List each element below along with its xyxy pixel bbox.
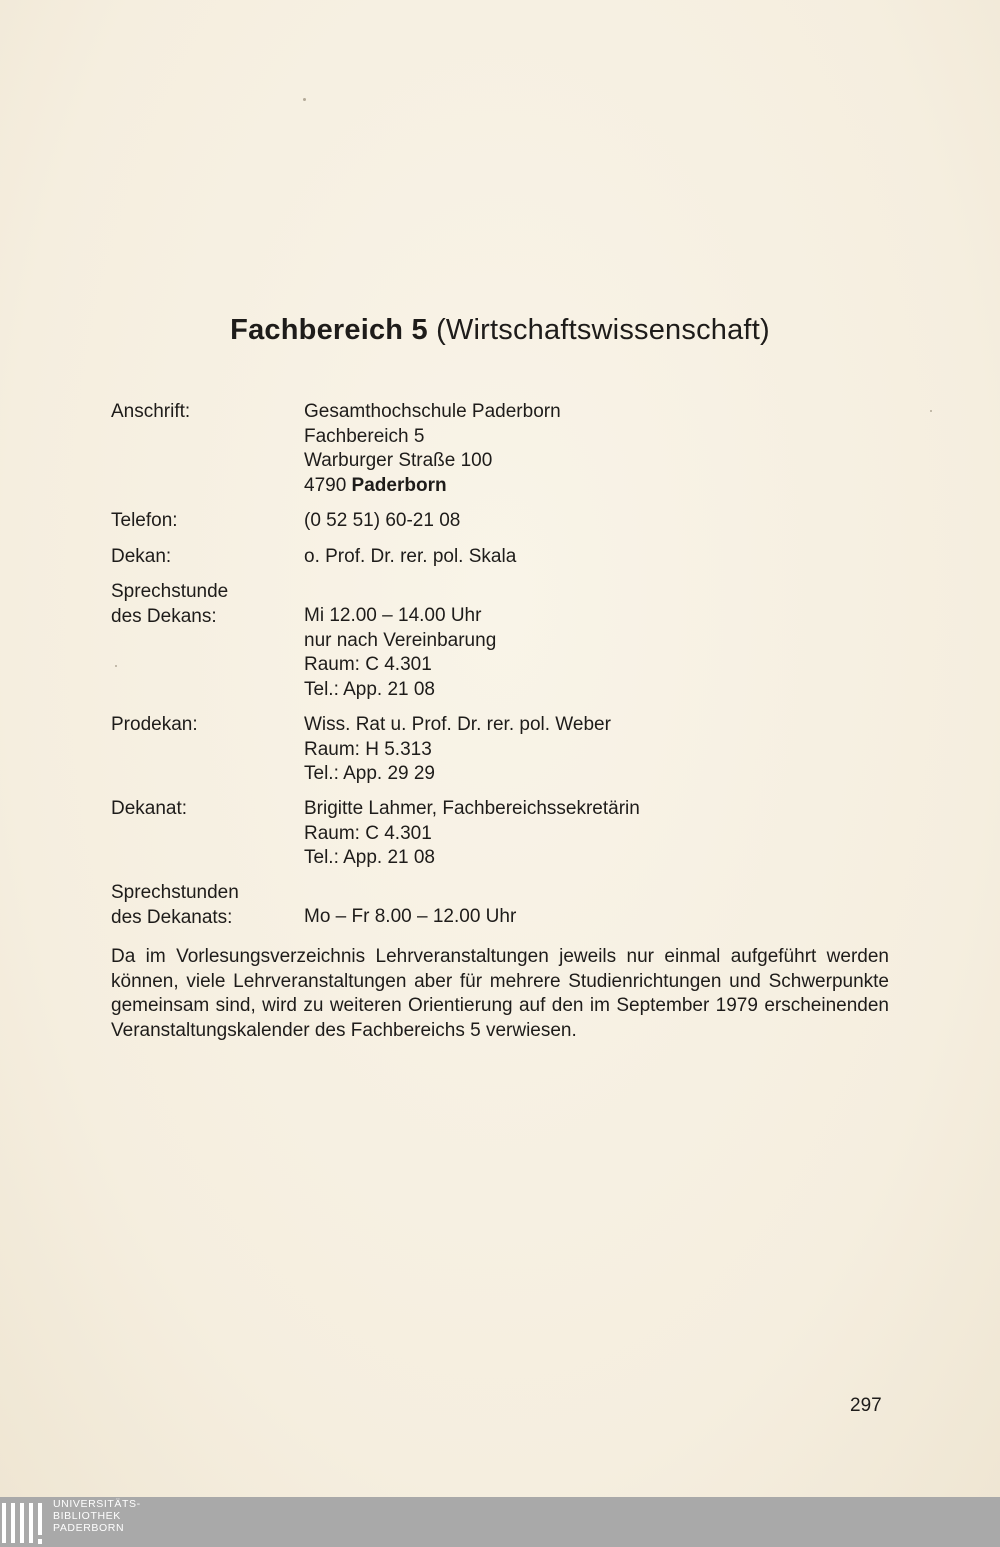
address-line: Fachbereich 5 bbox=[304, 425, 425, 447]
library-logo-text bbox=[53, 1498, 141, 1534]
postal-code: 4790 bbox=[304, 474, 352, 496]
label-line: Prodekan: bbox=[111, 714, 198, 735]
logo-line: UNIVERSITÄTS- bbox=[53, 1498, 141, 1510]
value-dekan bbox=[304, 545, 516, 570]
title-rest: (Wirtschaftswissenschaft) bbox=[436, 314, 770, 346]
label-dekan bbox=[111, 545, 171, 570]
address-line: Warburger Straße 100 bbox=[304, 450, 493, 471]
label-line: Dekanat: bbox=[111, 798, 188, 819]
office-hours-note: nur nach Vereinbarung bbox=[304, 629, 497, 651]
label-line: Telefon: bbox=[111, 510, 178, 531]
title-bold: Fachbereich 5 bbox=[230, 314, 428, 346]
label-line: Sprechstunde bbox=[111, 581, 229, 602]
extension: Tel.: App. 29 29 bbox=[304, 763, 435, 784]
value-dekanat bbox=[304, 797, 640, 871]
logo-line: BIBLIOTHEK bbox=[53, 1510, 121, 1522]
address-line: Gesamthochschule Paderborn bbox=[304, 401, 561, 422]
label-line: des Dekans: bbox=[111, 605, 217, 627]
address-city-line bbox=[304, 474, 561, 499]
label-dekanat bbox=[111, 797, 187, 822]
logo-line: PADERBORN bbox=[53, 1522, 125, 1534]
label-anschrift bbox=[111, 400, 190, 425]
label-line: Dekan: bbox=[111, 546, 172, 567]
room: Raum: H 5.313 bbox=[304, 738, 432, 760]
page-number: 297 bbox=[850, 1395, 882, 1416]
label-sprechstunden-dekanat bbox=[111, 881, 239, 930]
value-anschrift bbox=[304, 400, 561, 498]
paper-speck bbox=[930, 410, 932, 412]
room: Raum: C 4.301 bbox=[304, 654, 432, 675]
room: Raum: C 4.301 bbox=[304, 822, 432, 844]
city-name: Paderborn bbox=[351, 474, 447, 496]
office-hours: Mo – Fr 8.00 – 12.00 Uhr bbox=[304, 906, 517, 927]
body-paragraph: Da im Vorlesungsverzeichnis Lehrveranstaltungen jeweils nur einmal aufgeführt werden können, viele Lehrveranstaltungen aber für mehrere Studienrichtungen und Schwerpunkte gemeinsam sind, wird zu weiteren Orientierung auf den im September 1979 erscheinenden Veranstaltungskalender des Fachbereichs 5 verwiesen. bbox=[111, 946, 889, 1041]
value-sprechstunde-dekan bbox=[304, 604, 496, 702]
phone-number: (0 52 51) 60-21 08 bbox=[304, 510, 461, 531]
library-logo-icon bbox=[2, 1497, 48, 1547]
dean-name: o. Prof. Dr. rer. pol. Skala bbox=[304, 546, 517, 567]
label-line: des Dekanats: bbox=[111, 906, 233, 928]
label-prodekan bbox=[111, 713, 198, 738]
value-sprechstunden-dekanat bbox=[304, 905, 516, 930]
paper-speck bbox=[303, 98, 306, 101]
label-line: Sprechstunden bbox=[111, 882, 239, 903]
prodean-name: Wiss. Rat u. Prof. Dr. rer. pol. Weber bbox=[304, 714, 611, 735]
extension: Tel.: App. 21 08 bbox=[304, 847, 435, 868]
label-sprechstunde-dekan bbox=[111, 580, 228, 629]
office-hours: Mi 12.00 – 14.00 Uhr bbox=[304, 605, 482, 626]
value-prodekan bbox=[304, 713, 611, 787]
label-line: Anschrift: bbox=[111, 401, 191, 422]
label-telefon bbox=[111, 509, 178, 534]
library-footer bbox=[0, 1497, 1000, 1547]
value-telefon bbox=[304, 509, 460, 534]
paper-speck bbox=[115, 665, 117, 667]
extension: Tel.: App. 21 08 bbox=[304, 678, 435, 700]
secretary-name: Brigitte Lahmer, Fachbereichssekretärin bbox=[304, 798, 640, 819]
page-title bbox=[0, 314, 1000, 347]
